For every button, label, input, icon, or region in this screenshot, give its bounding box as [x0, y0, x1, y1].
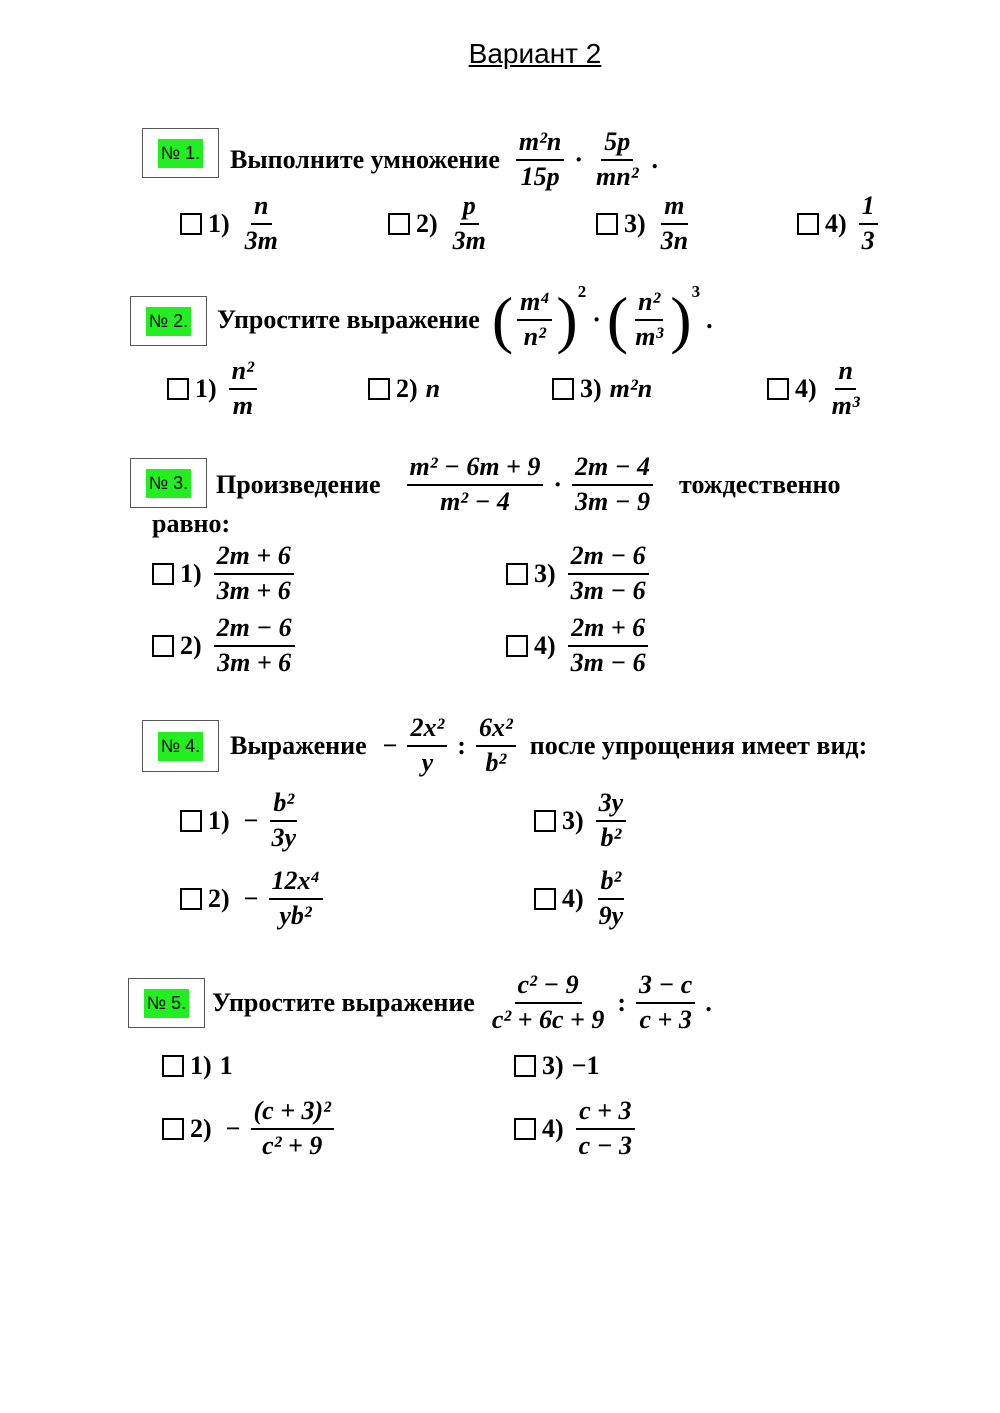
denominator: n²: [523, 322, 546, 351]
checkbox[interactable]: [152, 635, 174, 657]
denominator: 3m − 9: [575, 487, 651, 516]
fraction: [859, 192, 878, 255]
question-number-5: № 5.: [128, 978, 205, 1028]
question-2-text: [217, 280, 719, 360]
page-title: Вариант 2: [468, 38, 602, 69]
numerator: m⁴: [517, 288, 552, 321]
checkbox[interactable]: [534, 810, 556, 832]
numerator: 2m + 6: [214, 542, 294, 575]
checkbox[interactable]: [368, 378, 390, 400]
fraction: [269, 867, 323, 930]
question-3-expression: $\frac{\text{m² − 6m + 9}}{\text{m² − 4}}$ · $\frac{2m - 4}{3m - 9}$: [403, 453, 657, 516]
checkbox[interactable]: [180, 888, 202, 910]
fraction: [450, 192, 489, 255]
denominator: 15p: [520, 162, 560, 191]
checkbox[interactable]: [596, 213, 618, 235]
denominator: 3m: [452, 226, 486, 255]
fraction: [596, 867, 627, 930]
denominator: c − 3: [578, 1131, 632, 1160]
q5-option-2[interactable]: 2) − $\frac{\text{(c + 3)²}}{\text{c² + 9}}$: [162, 1096, 338, 1162]
numerator: b²: [270, 789, 297, 822]
fraction: [229, 357, 257, 420]
denominator: 3m − 6: [570, 576, 646, 605]
numerator: 2m − 6: [568, 542, 649, 575]
numerator: p: [460, 192, 479, 225]
fraction: [214, 542, 294, 605]
fraction: [576, 1097, 635, 1160]
denominator: m³: [635, 322, 664, 351]
question-5-text: [212, 970, 718, 1036]
checkbox[interactable]: [180, 213, 202, 235]
denominator: 3n: [660, 226, 689, 255]
q5-option-3[interactable]: 3) −1: [514, 1046, 600, 1086]
q4-option-2[interactable]: 2) − $\frac{\text{12x⁴}}{\text{yb²}}$: [180, 866, 327, 932]
numerator: 12x⁴: [269, 867, 323, 900]
q5-option-1[interactable]: 1) 1: [162, 1046, 233, 1086]
numerator: m² − 6m + 9: [407, 453, 544, 486]
question-5-label: Упростите выражение: [212, 988, 475, 1017]
fraction: [214, 614, 295, 677]
fraction: [517, 288, 552, 351]
question-4-label-after: после упрощения имеет вид:: [529, 731, 868, 760]
fraction: [516, 128, 564, 191]
checkbox[interactable]: [162, 1118, 184, 1140]
denominator: m: [232, 391, 253, 420]
fraction: [251, 1097, 334, 1160]
checkbox[interactable]: [797, 213, 819, 235]
fraction: [476, 714, 516, 777]
q3-option-3[interactable]: 3) $\frac{2m - 6}{3m - 6}$: [506, 542, 653, 606]
denominator: b²: [600, 823, 622, 852]
q5-option-4[interactable]: 4) $\frac{c + 3}{c - 3}$: [514, 1096, 639, 1162]
numerator: 2m − 4: [572, 453, 653, 486]
fraction: [596, 789, 627, 852]
denominator: 3m − 6: [570, 648, 646, 677]
numerator: 2m − 6: [214, 614, 295, 647]
question-1-label: Выполните умножение: [230, 145, 500, 174]
checkbox[interactable]: [506, 635, 528, 657]
q4-option-4[interactable]: 4) $\frac{\text{b²}}{9y}$: [534, 866, 630, 932]
q4-option-1[interactable]: 1) − $\frac{\text{b²}}{3y}$: [180, 788, 303, 854]
fraction: [593, 128, 641, 191]
fraction: [632, 288, 666, 351]
denominator: c² + 6c + 9: [491, 1005, 605, 1034]
checkbox[interactable]: [506, 563, 528, 585]
denominator: m² − 4: [440, 487, 510, 516]
question-2-label: Упростите выражение: [217, 305, 480, 334]
checkbox[interactable]: [152, 563, 174, 585]
numerator: n²: [635, 288, 663, 321]
numerator: b²: [598, 867, 625, 900]
question-4-expression: − $\frac{\text{2x²}}{y}$ : $\frac{\text{6x²}}{\text{b²}}$: [377, 714, 520, 777]
question-5-expression: $\frac{\text{c² − 9}}{\text{c² + 6c + 9}}$ : $\frac{3 - c}{c + 3}$ .: [485, 971, 718, 1034]
denominator: mn²: [596, 162, 639, 191]
numerator: m²n: [516, 128, 564, 161]
checkbox[interactable]: [767, 378, 789, 400]
q3-option-2[interactable]: 2) $\frac{2m - 6}{3m + 6}$: [152, 614, 299, 678]
question-2-expression: ( $\frac{\text{m⁴}}{\text{n²}}$ ) 2 · ( $\frac{\text{n²}}{\text{m³}}$ ) 3 .: [491, 282, 713, 355]
checkbox[interactable]: [514, 1118, 536, 1140]
q2-option-3[interactable]: 3) m²n: [552, 358, 652, 420]
fraction: [568, 614, 649, 677]
denominator: b²: [485, 748, 507, 777]
question-3-text-line2: равно:: [152, 509, 231, 538]
question-3-label: Произведение: [216, 470, 381, 499]
denominator: c² + 9: [262, 1131, 323, 1160]
question-4-label: Выражение: [230, 731, 367, 760]
numerator: 6x²: [476, 714, 516, 747]
fraction: [242, 192, 281, 255]
q3-option-1[interactable]: 1) $\frac{2m + 6}{3m + 6}$: [152, 542, 298, 606]
fraction: [407, 453, 544, 516]
fraction: [636, 971, 695, 1034]
numerator: n: [251, 192, 271, 225]
checkbox[interactable]: [534, 888, 556, 910]
numerator: 2x²: [407, 714, 447, 747]
checkbox[interactable]: [514, 1055, 536, 1077]
fraction: [568, 542, 649, 605]
checkbox[interactable]: [162, 1055, 184, 1077]
question-1-expression: $\frac{\text{m²n}}{15p}$ · $\frac{5p}{\text{mn²}}$ .: [512, 128, 664, 191]
fraction: [489, 971, 608, 1034]
denominator: 3: [861, 226, 875, 255]
numerator: c + 3: [576, 1097, 634, 1130]
fraction: [572, 453, 653, 516]
numerator: n²: [229, 357, 257, 390]
question-3-label-after: тождественно: [679, 470, 841, 499]
fraction: [658, 192, 691, 255]
denominator: 3m: [244, 226, 278, 255]
question-number-4: № 4.: [142, 720, 219, 772]
denominator: y: [421, 748, 434, 777]
denominator: 9y: [598, 901, 624, 930]
question-number-1: № 1.: [142, 128, 219, 178]
question-4-text: [230, 712, 867, 780]
fraction: [269, 789, 300, 852]
numerator: (c + 3)²: [251, 1097, 334, 1130]
checkbox[interactable]: [180, 810, 202, 832]
q1-option-1[interactable]: 1) $\frac{n}{3m}$: [180, 194, 285, 254]
numerator: 2m + 6: [568, 614, 648, 647]
denominator: 3y: [271, 823, 297, 852]
fraction: [829, 357, 863, 420]
q1-option-4[interactable]: 4) $\frac{1}{3}$: [797, 194, 882, 254]
numerator: 5p: [601, 128, 633, 161]
question-1-text: [230, 128, 664, 192]
numerator: n: [835, 357, 855, 390]
denominator: 3m + 6: [217, 648, 292, 677]
checkbox[interactable]: [167, 378, 189, 400]
question-number-3: № 3.: [130, 458, 207, 508]
numerator: m: [661, 192, 687, 225]
denominator: m³: [831, 391, 860, 420]
fraction: [407, 714, 447, 777]
numerator: 1: [859, 192, 878, 225]
q2-option-4[interactable]: 4) $\frac{n}{\text{m³}}$: [767, 358, 867, 420]
question-3-text: [216, 452, 841, 518]
denominator: c + 3: [639, 1005, 692, 1034]
q2-option-2[interactable]: 2) n: [368, 358, 440, 420]
numerator: 3y: [596, 789, 627, 822]
numerator: c² − 9: [515, 971, 582, 1004]
checkbox[interactable]: [388, 213, 410, 235]
q1-option-3[interactable]: 3) $\frac{m}{3n}$: [596, 194, 695, 254]
q4-option-3[interactable]: 3) $\frac{3y}{\text{b²}}$: [534, 788, 630, 854]
denominator: yb²: [279, 901, 312, 930]
checkbox[interactable]: [552, 378, 574, 400]
q1-option-2[interactable]: 2) $\frac{p}{3m}$: [388, 194, 493, 254]
q3-option-4[interactable]: 4) $\frac{2m + 6}{3m - 6}$: [506, 614, 653, 678]
numerator: 3 − c: [636, 971, 695, 1004]
q2-option-1[interactable]: 1) $\frac{\text{n²}}{m}$: [167, 358, 261, 420]
question-number-2: № 2.: [130, 296, 207, 346]
denominator: 3m + 6: [216, 576, 291, 605]
